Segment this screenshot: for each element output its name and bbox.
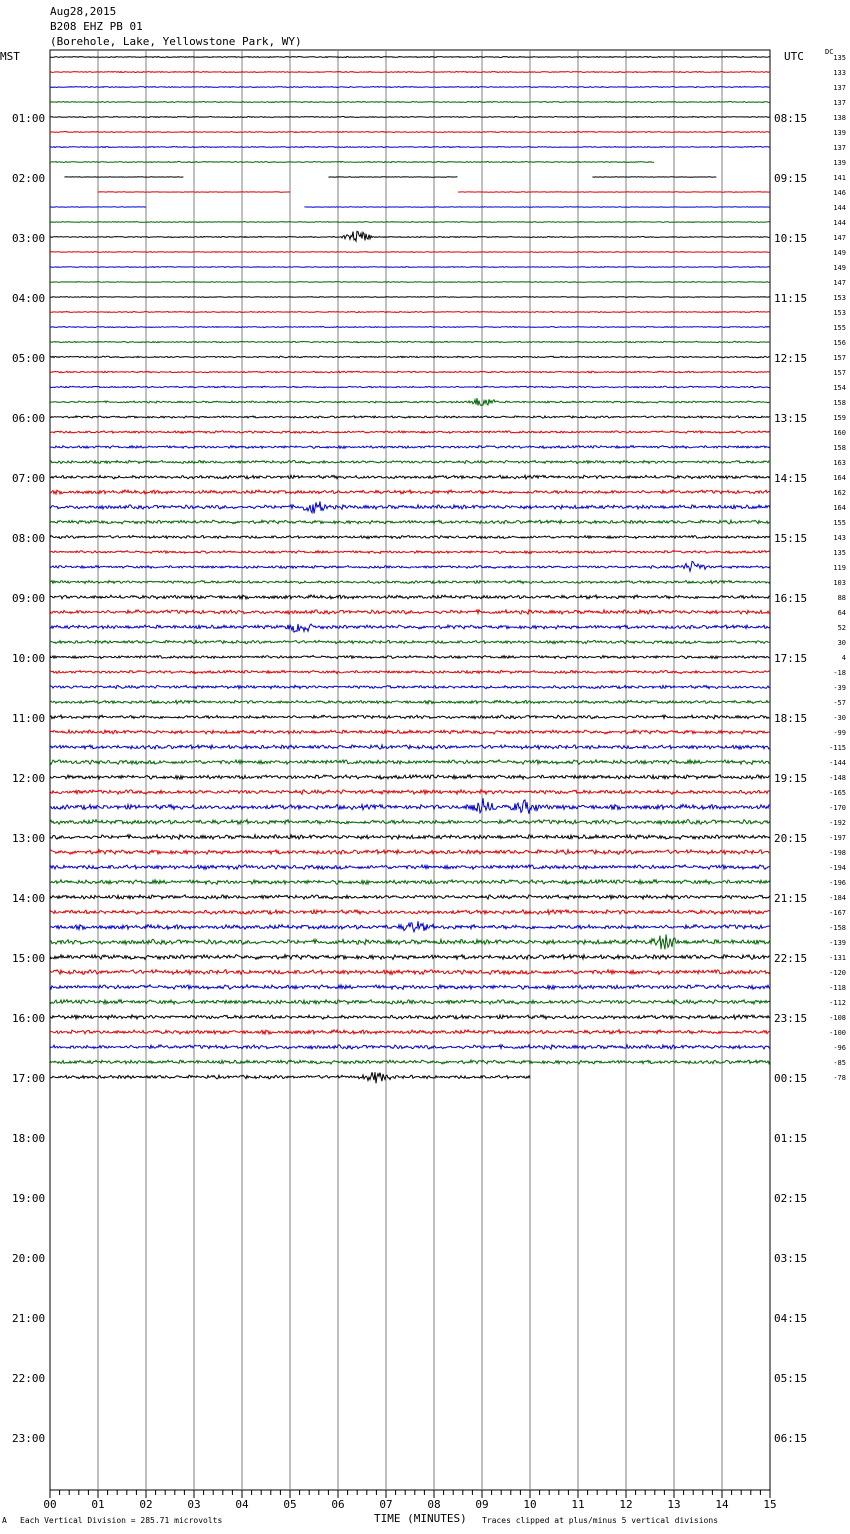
seismic-trace [50, 685, 770, 688]
mst-hour-label: 03:00 [12, 232, 46, 245]
station-code: B208 EHZ PB 01 [50, 20, 143, 33]
seismic-trace [50, 327, 770, 328]
utc-hour-label: 12:15 [774, 352, 808, 365]
seismic-trace [50, 267, 770, 268]
dc-offset-label: 4 [841, 654, 846, 662]
seismic-trace [50, 398, 770, 405]
x-tick-label: 09 [475, 1498, 489, 1511]
utc-hour-label: 18:15 [774, 712, 808, 725]
x-tick-label: 06 [331, 1498, 345, 1511]
utc-hour-label: 22:15 [774, 952, 808, 965]
seismic-trace [50, 730, 770, 734]
mst-hour-label: 19:00 [12, 1192, 46, 1205]
utc-axis-label: UTC [784, 50, 804, 63]
utc-hour-label: 09:15 [774, 172, 808, 185]
seismic-trace [50, 656, 770, 659]
x-tick-label: 10 [523, 1498, 537, 1511]
seismic-trace [50, 446, 770, 449]
dc-offset-label: 119 [833, 564, 846, 572]
mst-hour-label: 13:00 [12, 832, 46, 845]
dc-offset-label: 138 [833, 114, 846, 122]
mst-hour-label: 01:00 [12, 112, 46, 125]
dc-offset-label: -39 [833, 684, 846, 692]
dc-offset-label: -184 [829, 894, 846, 902]
seismic-trace [50, 798, 770, 814]
dc-offset-label: 133 [833, 69, 846, 77]
seismic-trace [50, 297, 770, 298]
seismic-trace [50, 970, 770, 975]
x-tick-label: 01 [91, 1498, 105, 1511]
dc-offset-label: 135 [833, 54, 846, 62]
dc-offset-label: 137 [833, 99, 846, 107]
dc-offset-label: 156 [833, 339, 846, 347]
seismic-trace [50, 700, 770, 704]
dc-offset-label: -99 [833, 729, 846, 737]
seismic-trace [50, 1045, 770, 1049]
dc-offset-label: -197 [829, 834, 846, 842]
mst-hour-label: 16:00 [12, 1012, 46, 1025]
dc-offset-label: 141 [833, 174, 846, 182]
utc-hour-label: 13:15 [774, 412, 808, 425]
utc-hour-label: 16:15 [774, 592, 808, 605]
dc-offset-label: -85 [833, 1059, 846, 1067]
seismic-trace [50, 1000, 770, 1005]
utc-hour-label: 00:15 [774, 1072, 808, 1085]
x-tick-label: 02 [139, 1498, 153, 1511]
seismic-trace [50, 985, 770, 990]
dc-offset-label: 30 [837, 639, 846, 647]
seismic-trace [50, 386, 770, 388]
plot-frame [50, 50, 770, 1490]
seismic-trace [50, 56, 770, 57]
mst-hour-label: 17:00 [12, 1072, 46, 1085]
utc-hour-label: 20:15 [774, 832, 808, 845]
dc-offset-label: 155 [833, 324, 846, 332]
seismic-trace [50, 835, 770, 840]
utc-hour-label: 23:15 [774, 1012, 808, 1025]
dc-offset-label: 160 [833, 429, 846, 437]
dc-offset-label: -78 [833, 1074, 846, 1082]
seismic-trace [50, 356, 770, 358]
dc-offset-label: 64 [837, 609, 846, 617]
dc-offset-label: 52 [837, 624, 846, 632]
x-tick-label: 08 [427, 1498, 441, 1511]
dc-offset-label: -196 [829, 879, 846, 887]
seismic-trace [50, 116, 770, 117]
dc-offset-label: 162 [833, 489, 846, 497]
dc-offset-label: 153 [833, 309, 846, 317]
seismic-trace [50, 1060, 770, 1064]
clip-note: Traces clipped at plus/minus 5 vertical divisions [482, 1516, 719, 1525]
seismic-trace [50, 132, 770, 133]
dc-offset-label: -167 [829, 909, 846, 917]
seismic-trace [50, 371, 770, 373]
dc-offset-label: 157 [833, 354, 846, 362]
seismic-trace [64, 177, 716, 178]
seismic-trace [50, 1030, 770, 1034]
utc-hour-label: 14:15 [774, 472, 808, 485]
x-tick-label: 05 [283, 1498, 297, 1511]
corner-mark: A [2, 1516, 7, 1525]
seismic-trace [50, 520, 770, 524]
mst-hour-label: 11:00 [12, 712, 46, 725]
x-tick-label: 14 [715, 1498, 729, 1511]
mst-hour-label: 21:00 [12, 1312, 46, 1325]
seismic-trace [50, 431, 770, 434]
seismic-trace [50, 910, 770, 915]
seismic-trace [50, 146, 770, 147]
utc-hour-label: 02:15 [774, 1192, 808, 1205]
dc-offset-label: 143 [833, 534, 846, 542]
seismic-trace [50, 581, 770, 584]
mst-axis-label: MST [0, 50, 20, 63]
utc-hour-label: 01:15 [774, 1132, 808, 1145]
x-tick-label: 13 [667, 1498, 681, 1511]
dc-offset-label: 164 [833, 504, 846, 512]
utc-hour-label: 03:15 [774, 1252, 808, 1265]
seismic-trace [50, 222, 770, 223]
mst-hour-label: 14:00 [12, 892, 46, 905]
x-tick-label: 07 [379, 1498, 393, 1511]
mst-hour-label: 20:00 [12, 1252, 46, 1265]
plot-date: Aug28,2015 [50, 5, 117, 18]
dc-offset-label: 155 [833, 519, 846, 527]
dc-offset-label: 135 [833, 549, 846, 557]
seismic-trace [50, 715, 770, 719]
seismic-trace [50, 610, 770, 614]
dc-offset-label: 139 [833, 129, 846, 137]
seismic-trace [50, 790, 770, 795]
utc-hour-label: 04:15 [774, 1312, 808, 1325]
seismic-trace [50, 311, 770, 312]
utc-hour-label: 11:15 [774, 292, 808, 305]
dc-offset-label: 158 [833, 444, 846, 452]
seismic-trace [50, 551, 770, 554]
mst-hour-label: 23:00 [12, 1432, 46, 1445]
seismic-trace [50, 252, 770, 253]
seismic-trace [50, 745, 770, 749]
dc-offset-label: -165 [829, 789, 846, 797]
dc-offset-label: 158 [833, 399, 846, 407]
seismic-trace [50, 101, 770, 102]
seismic-trace [50, 87, 770, 88]
dc-offset-label: 137 [833, 84, 846, 92]
seismic-trace [50, 760, 770, 765]
mst-hour-label: 04:00 [12, 292, 46, 305]
dc-offset-label: -170 [829, 804, 846, 812]
seismic-trace [50, 416, 770, 418]
dc-offset-label: -144 [829, 759, 846, 767]
x-tick-label: 12 [619, 1498, 633, 1511]
dc-offset-label: 146 [833, 189, 846, 197]
seismic-trace [50, 1015, 770, 1019]
mst-hour-label: 06:00 [12, 412, 46, 425]
dc-offset-label: 149 [833, 249, 846, 257]
x-tick-label: 11 [571, 1498, 585, 1511]
seismic-trace [50, 880, 770, 885]
seismic-trace [50, 490, 770, 494]
seismic-trace [50, 475, 770, 479]
seismic-trace [50, 536, 770, 539]
station-location: (Borehole, Lake, Yellowstone Park, WY) [50, 35, 302, 48]
dc-offset-label: 147 [833, 234, 846, 242]
seismic-trace [50, 865, 770, 870]
mst-hour-label: 05:00 [12, 352, 46, 365]
scale-note: Each Vertical Division = 285.71 microvolts [20, 1516, 223, 1525]
seismic-trace [50, 561, 770, 571]
seismic-trace [50, 461, 770, 464]
dc-offset-label: -118 [829, 984, 846, 992]
mst-hour-label: 07:00 [12, 472, 46, 485]
dc-offset-label: -148 [829, 774, 846, 782]
mst-hour-label: 12:00 [12, 772, 46, 785]
dc-offset-label: -57 [833, 699, 846, 707]
seismic-trace [50, 820, 770, 825]
utc-hour-label: 21:15 [774, 892, 808, 905]
seismic-trace [50, 501, 770, 513]
dc-offset-label: 137 [833, 144, 846, 152]
dc-offset-label: 88 [837, 594, 846, 602]
seismic-trace [50, 161, 654, 162]
dc-offset-label: 159 [833, 414, 846, 422]
dc-offset-label: 144 [833, 219, 846, 227]
dc-offset-label: -30 [833, 714, 846, 722]
seismic-trace [50, 934, 770, 949]
x-tick-label: 04 [235, 1498, 249, 1511]
mst-hour-label: 02:00 [12, 172, 46, 185]
x-tick-label: 03 [187, 1498, 201, 1511]
dc-offset-label: -18 [833, 669, 846, 677]
dc-offset-label: 153 [833, 294, 846, 302]
seismic-trace [50, 71, 770, 72]
dc-offset-label: -158 [829, 924, 846, 932]
dc-offset-label: 149 [833, 264, 846, 272]
utc-hour-label: 05:15 [774, 1372, 808, 1385]
seismic-trace [50, 282, 770, 283]
mst-hour-label: 15:00 [12, 952, 46, 965]
seismic-trace [50, 640, 770, 643]
mst-hour-label: 22:00 [12, 1372, 46, 1385]
dc-offset-label: -100 [829, 1029, 846, 1037]
dc-offset-label: 139 [833, 159, 846, 167]
utc-hour-label: 17:15 [774, 652, 808, 665]
x-tick-label: 15 [763, 1498, 777, 1511]
seismic-trace [50, 207, 769, 208]
dc-offset-label: -194 [829, 864, 846, 872]
dc-offset-label: 147 [833, 279, 846, 287]
utc-hour-label: 19:15 [774, 772, 808, 785]
seismic-trace [50, 895, 770, 899]
seismic-trace [50, 595, 770, 599]
utc-hour-label: 08:15 [774, 112, 808, 125]
dc-offset-label: 103 [833, 579, 846, 587]
seismic-trace [50, 624, 770, 632]
dc-offset-label: -108 [829, 1014, 846, 1022]
dc-offset-label: -112 [829, 999, 846, 1007]
dc-offset-label: 157 [833, 369, 846, 377]
dc-axis-label: DC [825, 48, 834, 56]
dc-offset-label: -192 [829, 819, 846, 827]
dc-offset-label: 164 [833, 474, 846, 482]
dc-offset-label: -115 [829, 744, 846, 752]
dc-offset-label: 144 [833, 204, 846, 212]
utc-hour-label: 10:15 [774, 232, 808, 245]
mst-hour-label: 09:00 [12, 592, 46, 605]
seismic-trace [50, 231, 770, 241]
seismic-trace [50, 775, 770, 779]
dc-offset-label: -120 [829, 969, 846, 977]
seismic-trace [50, 850, 770, 855]
mst-hour-label: 10:00 [12, 652, 46, 665]
dc-offset-label: -139 [829, 939, 846, 947]
dc-offset-label: 163 [833, 459, 846, 467]
mst-hour-label: 18:00 [12, 1132, 46, 1145]
dc-offset-label: 154 [833, 384, 846, 392]
x-axis-title: TIME (MINUTES) [374, 1512, 467, 1525]
seismic-trace [50, 955, 770, 960]
dc-offset-label: -96 [833, 1044, 846, 1052]
mst-hour-label: 08:00 [12, 532, 46, 545]
x-tick-label: 00 [43, 1498, 57, 1511]
seismic-trace [50, 670, 770, 673]
utc-hour-label: 15:15 [774, 532, 808, 545]
dc-offset-label: -131 [829, 954, 846, 962]
seismic-trace [50, 341, 770, 342]
dc-offset-label: -198 [829, 849, 846, 857]
seismic-trace [50, 921, 770, 932]
utc-hour-label: 06:15 [774, 1432, 808, 1445]
